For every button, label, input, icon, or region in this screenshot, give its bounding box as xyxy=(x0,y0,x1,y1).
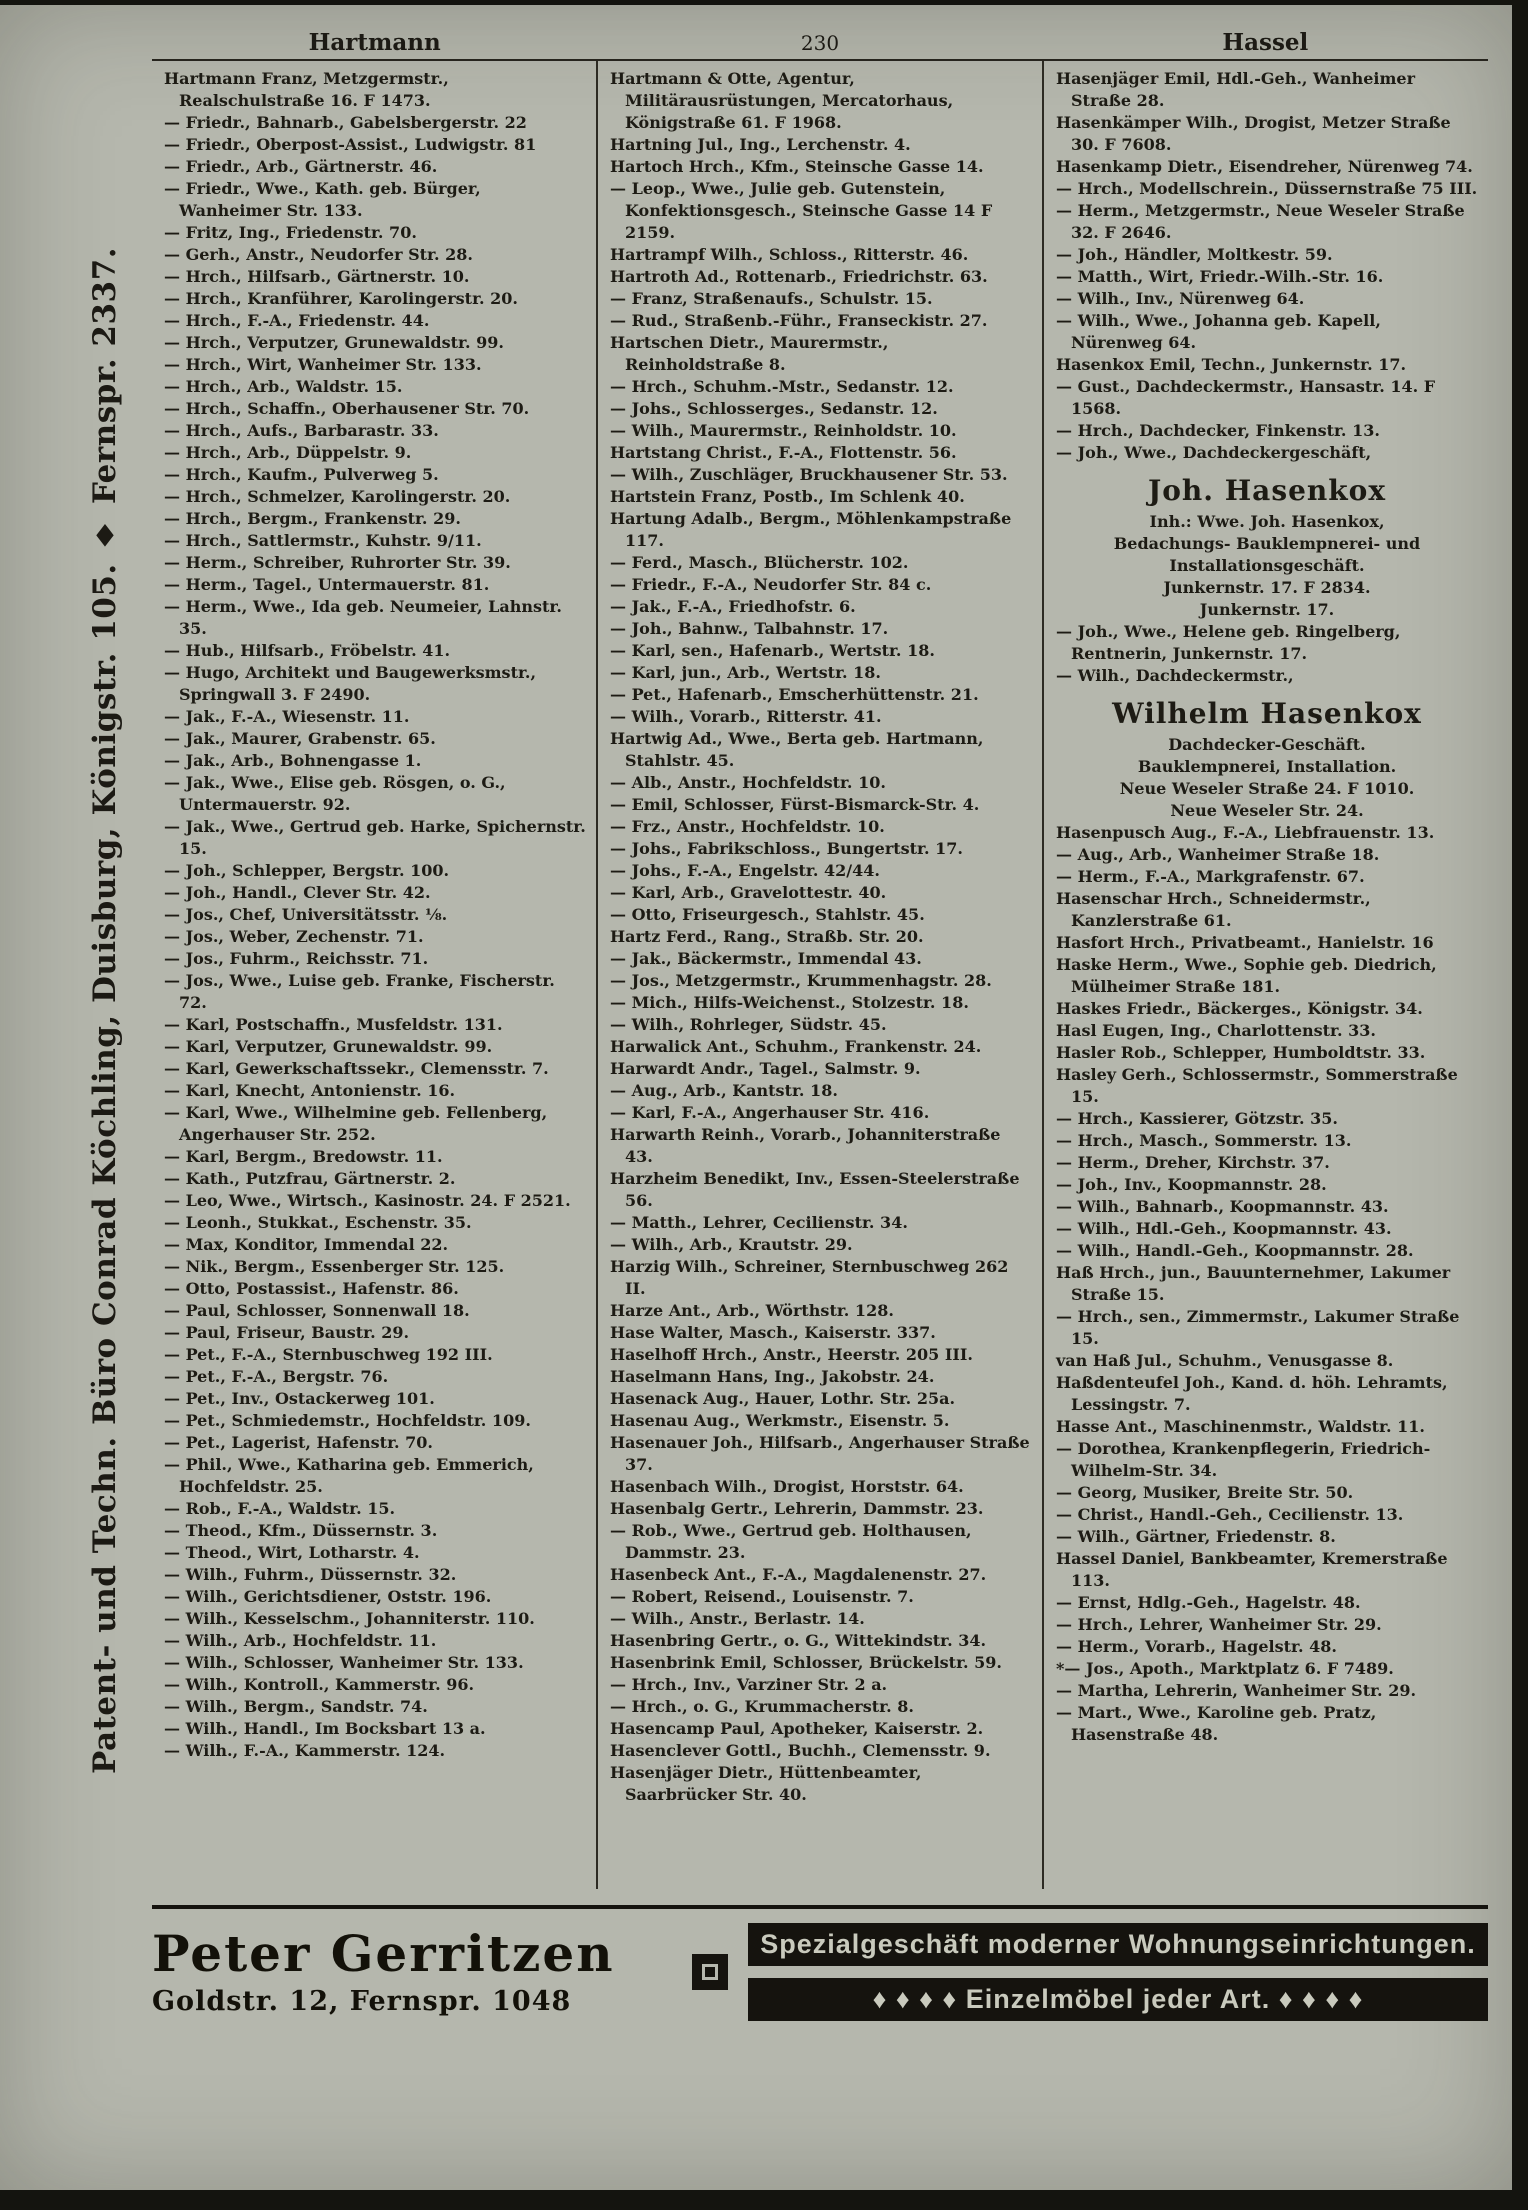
directory-entry: Hasenbeck Ant., F.-A., Magdalenenstr. 27. xyxy=(610,1565,987,1584)
directory-entry: — Joh., Händler, Moltkestr. 59. xyxy=(1056,245,1333,264)
directory-entry: Hasler Rob., Schlepper, Humboldtstr. 33. xyxy=(1056,1043,1426,1062)
page-header xyxy=(152,29,1488,61)
square-ornament-icon xyxy=(692,1954,728,1990)
directory-entry: — Johs., Schlosserges., Sedanstr. 12. xyxy=(610,399,938,418)
directory-entry: — Wilh., F.-A., Kammerstr. 124. xyxy=(164,1741,446,1760)
directory-entry: Hasenclever Gottl., Buchh., Clemensstr. 9. xyxy=(610,1741,991,1760)
guide-word-left: Hartmann xyxy=(308,29,441,56)
directory-entry: — Wilh., Maurermstr., Reinholdstr. 10. xyxy=(610,421,957,440)
directory-entry: Hase Walter, Masch., Kaiserstr. 337. xyxy=(610,1323,936,1342)
directory-entry: — Hrch., Arb., Waldstr. 15. xyxy=(164,377,403,396)
directory-entry: — Alb., Anstr., Hochfeldstr. 10. xyxy=(610,773,886,792)
directory-entry: Hartroth Ad., Rottenarb., Friedrichstr. 63. xyxy=(610,267,988,286)
directory-entry: — Nik., Bergm., Essenberger Str. 125. xyxy=(164,1257,505,1276)
directory-entry: — Ferd., Masch., Blücherstr. 102. xyxy=(610,553,909,572)
directory-entry: — Hrch., Inv., Varziner Str. 2 a. xyxy=(610,1675,888,1694)
directory-entry: Hasenbrink Emil, Schlosser, Brückelstr. 59. xyxy=(610,1653,1002,1672)
directory-entry: Haß Hrch., jun., Bauunternehmer, Lakumer Straße 15. xyxy=(1056,1263,1451,1304)
directory-entry: Hasenkamp Dietr., Eisendreher, Nürenweg 74. xyxy=(1056,157,1473,176)
directory-entry: — Friedr., Arb., Gärtnerstr. 46. xyxy=(164,157,438,176)
directory-entry: — Hrch., Modellschrein., Düssernstraße 75 III. xyxy=(1056,179,1478,198)
directory-entry: — Karl, Gewerkschaftssekr., Clemensstr. 7. xyxy=(164,1059,549,1078)
directory-entry: — Jak., F.-A., Wiesenstr. 11. xyxy=(164,707,410,726)
directory-entry: — Jak., Wwe., Gertrud geb. Harke, Spichernstr. 15. xyxy=(164,817,586,858)
directory-entry: — Frz., Anstr., Hochfeldstr. 10. xyxy=(610,817,885,836)
directory-entry: — Karl, Verputzer, Grunewaldstr. 99. xyxy=(164,1037,493,1056)
directory-entry: — Rob., F.-A., Waldstr. 15. xyxy=(164,1499,396,1518)
directory-entry: — Theod., Kfm., Düssernstr. 3. xyxy=(164,1521,438,1540)
directory-entry: Hassel Daniel, Bankbeamter, Kremerstraße 113. xyxy=(1056,1549,1448,1590)
directory-entry: — Joh., Schlepper, Bergstr. 100. xyxy=(164,861,450,880)
directory-entry: — Max, Konditor, Immendal 22. xyxy=(164,1235,449,1254)
directory-entry: Hasenauer Joh., Hilfsarb., Angerhauser Straße 37. xyxy=(610,1433,1030,1474)
directory-entry: — Hugo, Architekt und Baugewerksmstr., Springwall 3. F 2490. xyxy=(164,663,537,704)
directory-entry: — Jos., Metzgermstr., Krummenhagstr. 28. xyxy=(610,971,992,990)
directory-entry: — Wilh., Bahnarb., Koopmannstr. 43. xyxy=(1056,1197,1389,1216)
directory-entry: Hartmann & Otte, Agentur, Militärausrüstungen, Mercatorhaus, Königstraße 61. F 1968. xyxy=(610,69,954,132)
directory-entry: — Wilh., Dachdeckermstr., xyxy=(1056,666,1294,685)
directory-entry: — Ernst, Hdlg.-Geh., Hagelstr. 48. xyxy=(1056,1593,1361,1612)
directory-entry: — Wilh., Arb., Hochfeldstr. 11. xyxy=(164,1631,437,1650)
square-ornament-inner xyxy=(702,1964,718,1980)
directory-columns xyxy=(152,61,1488,1889)
directory-entry: Hartrampf Wilh., Schloss., Ritterstr. 46. xyxy=(610,245,969,264)
directory-entry: — Wilh., Kontroll., Kammerstr. 96. xyxy=(164,1675,475,1694)
directory-entry: Haske Herm., Wwe., Sophie geb. Diedrich, Mülheimer Straße 181. xyxy=(1056,955,1437,996)
directory-entry: — Martha, Lehrerin, Wanheimer Str. 29. xyxy=(1056,1681,1417,1700)
directory-entry: Harwalick Ant., Schuhm., Frankenstr. 24. xyxy=(610,1037,982,1056)
directory-entry: — Herm., Schreiber, Ruhrorter Str. 39. xyxy=(164,553,511,572)
directory-entry: — Wilh., Hdl.-Geh., Koopmannstr. 43. xyxy=(1056,1219,1392,1238)
directory-entry: — Hrch., Dachdecker, Finkenstr. 13. xyxy=(1056,421,1380,440)
directory-entry: Hartstang Christ., F.-A., Flottenstr. 56. xyxy=(610,443,957,462)
directory-entry: — Pet., Schmiedemstr., Hochfeldstr. 109. xyxy=(164,1411,531,1430)
directory-entry: Hasenbring Gertr., o. G., Wittekindstr. 34. xyxy=(610,1631,987,1650)
directory-column-2 xyxy=(596,61,1042,1889)
directory-entry: — Wilh., Inv., Nürenweg 64. xyxy=(1056,289,1305,308)
directory-entry: — Otto, Postassist., Hafenstr. 86. xyxy=(164,1279,459,1298)
directory-entry: Hasencamp Paul, Apotheker, Kaiserstr. 2. xyxy=(610,1719,984,1738)
directory-entry: Harwarth Reinh., Vorarb., Johanniterstraße 43. xyxy=(610,1125,1001,1166)
directory-entry: — Hrch., F.-A., Friedenstr. 44. xyxy=(164,311,430,330)
directory-entry: Hasfort Hrch., Privatbeamt., Hanielstr. 16 xyxy=(1056,933,1434,952)
directory-entry: Hasenkämper Wilh., Drogist, Metzer Straße 30. F 7608. xyxy=(1056,113,1451,154)
directory-entry: — Hrch., Kassierer, Götzstr. 35. xyxy=(1056,1109,1338,1128)
directory-entry: Hasl Eugen, Ing., Charlottenstr. 33. xyxy=(1056,1021,1376,1040)
directory-entry: — Hrch., Schuhm.-Mstr., Sedanstr. 12. xyxy=(610,377,954,396)
directory-entry: — Wilh., Gerichtsdiener, Oststr. 196. xyxy=(164,1587,492,1606)
directory-entry: — Johs., F.-A., Engelstr. 42/44. xyxy=(610,861,880,880)
directory-entry: — Karl, Wwe., Wilhelmine geb. Fellenberg, Angerhauser Str. 252. xyxy=(164,1103,548,1144)
directory-entry: — Jos., Chef, Universitätsstr. ⅛. xyxy=(164,905,448,924)
directory-entry: — Hrch., sen., Zimmermstr., Lakumer Straße 15. xyxy=(1056,1307,1460,1348)
directory-entry: Junkernstr. 17. xyxy=(1199,600,1335,619)
directory-entry: — Joh., Wwe., Helene geb. Ringelberg, Rentnerin, Junkernstr. 17. xyxy=(1056,622,1401,663)
directory-entry: Inh.: Wwe. Joh. Hasenkox, xyxy=(1149,512,1385,531)
directory-entry: Joh. Hasenkox xyxy=(1147,474,1387,507)
directory-entry: Hasenjäger Emil, Hdl.-Geh., Wanheimer Straße 28. xyxy=(1056,69,1416,110)
directory-entry: — Herm., Wwe., Ida geb. Neumeier, Lahnstr. 35. xyxy=(164,597,562,638)
directory-entry: Hasley Gerh., Schlossermstr., Sommerstraße 15. xyxy=(1056,1065,1458,1106)
directory-entry: — Rob., Wwe., Gertrud geb. Holthausen, Dammstr. 23. xyxy=(610,1521,972,1562)
directory-entry: — Emil, Schlosser, Fürst-Bismarck-Str. 4. xyxy=(610,795,980,814)
directory-entry: — Leop., Wwe., Julie geb. Gutenstein, Konfektionsgesch., Steinsche Gasse 14 F 2159. xyxy=(610,179,993,242)
directory-entry: — Pet., Lagerist, Hafenstr. 70. xyxy=(164,1433,433,1452)
advertiser-name: Peter Gerritzen xyxy=(152,1923,615,1983)
directory-entry: — Jos., Wwe., Luise geb. Franke, Fischerstr. 72. xyxy=(164,971,555,1012)
directory-entry: Haskes Friedr., Bäckerges., Königstr. 34. xyxy=(1056,999,1423,1018)
directory-entry: Hartoch Hrch., Kfm., Steinsche Gasse 14. xyxy=(610,157,984,176)
directory-entry: — Wilh., Handl.-Geh., Koopmannstr. 28. xyxy=(1056,1241,1414,1260)
directory-entry: — Karl, Arb., Gravelottestr. 40. xyxy=(610,883,887,902)
directory-column-1 xyxy=(152,61,596,1889)
directory-entry: — Hrch., Lehrer, Wanheimer Str. 29. xyxy=(1056,1615,1382,1634)
directory-entry: Hartning Jul., Ing., Lerchenstr. 4. xyxy=(610,135,911,154)
directory-entry: — Hub., Hilfsarb., Fröbelstr. 41. xyxy=(164,641,451,660)
directory-entry: — Wilh., Vorarb., Ritterstr. 41. xyxy=(610,707,882,726)
directory-entry: — Rud., Straßenb.-Führ., Franseckistr. 27. xyxy=(610,311,988,330)
directory-entry: — Karl, Postschaffn., Musfeldstr. 131. xyxy=(164,1015,503,1034)
directory-entry: Hasenschar Hrch., Schneidermstr., Kanzlerstraße 61. xyxy=(1056,889,1371,930)
side-advertisement xyxy=(66,45,144,1975)
directory-entry: — Jak., F.-A., Friedhofstr. 6. xyxy=(610,597,856,616)
directory-entry: — Pet., Hafenarb., Emscherhüttenstr. 21. xyxy=(610,685,979,704)
directory-entry: — Herm., Metzgermstr., Neue Weseler Straße 32. F 2646. xyxy=(1056,201,1465,242)
directory-entry: Neue Weseler Straße 24. F 1010. xyxy=(1119,779,1415,798)
directory-entry: — Franz, Straßenaufs., Schulstr. 15. xyxy=(610,289,933,308)
directory-entry: Hasenkox Emil, Techn., Junkernstr. 17. xyxy=(1056,355,1407,374)
directory-entry: — Hrch., Schaffn., Oberhausener Str. 70. xyxy=(164,399,530,418)
directory-entry: — Mich., Hilfs-Weichenst., Stolzestr. 18. xyxy=(610,993,969,1012)
directory-entry: — Hrch., Hilfsarb., Gärtnerstr. 10. xyxy=(164,267,470,286)
ad-slogan-line-1: Spezialgeschäft moderner Wohnungseinrichtungen. xyxy=(748,1923,1488,1966)
directory-entry: Haselmann Hans, Ing., Jakobstr. 24. xyxy=(610,1367,935,1386)
directory-entry: — Hrch., Sattlermstr., Kuhstr. 9/11. xyxy=(164,531,482,550)
directory-entry: — Kath., Putzfrau, Gärtnerstr. 2. xyxy=(164,1169,456,1188)
directory-entry: Harzheim Benedikt, Inv., Essen-Steelerstraße 56. xyxy=(610,1169,1020,1210)
directory-entry: — Karl, F.-A., Angerhauser Str. 416. xyxy=(610,1103,930,1122)
advertiser-address: Goldstr. 12, Fernspr. 1048 xyxy=(152,1985,572,2017)
directory-entry: — Hrch., o. G., Krummacherstr. 8. xyxy=(610,1697,914,1716)
guide-word-right: Hassel xyxy=(1222,29,1309,56)
directory-entry: — Joh., Bahnw., Talbahnstr. 17. xyxy=(610,619,889,638)
directory-entry: Bedachungs- Bauklempnerei- und xyxy=(1113,534,1421,553)
directory-entry: — Friedr., F.-A., Neudorfer Str. 84 c. xyxy=(610,575,932,594)
directory-entry: Hartmann Franz, Metzgermstr., Realschulstraße 16. F 1473. xyxy=(164,69,449,110)
directory-entry: Hartz Ferd., Rang., Straßb. Str. 20. xyxy=(610,927,924,946)
directory-entry: — Hrch., Masch., Sommerstr. 13. xyxy=(1056,1131,1352,1150)
directory-entry: Harzig Wilh., Schreiner, Sternbuschweg 262 II. xyxy=(610,1257,1009,1298)
directory-entry: — Hrch., Kranführer, Karolingerstr. 20. xyxy=(164,289,518,308)
directory-column-3 xyxy=(1042,61,1488,1889)
directory-entry: — Wilh., Handl., Im Bocksbart 13 a. xyxy=(164,1719,486,1738)
directory-entry: Hartschen Dietr., Maurermstr., Reinholdstraße 8. xyxy=(610,333,889,374)
directory-entry: — Karl, jun., Arb., Wertstr. 18. xyxy=(610,663,881,682)
directory-entry: — Wilh., Anstr., Berlastr. 14. xyxy=(610,1609,865,1628)
bottom-advertisement xyxy=(152,1905,1488,2021)
page-content xyxy=(152,29,1488,2021)
directory-entry: Hartwig Ad., Wwe., Berta geb. Hartmann, Stahlstr. 45. xyxy=(610,729,984,770)
directory-entry: — Wilh., Schlosser, Wanheimer Str. 133. xyxy=(164,1653,524,1672)
directory-entry: — Pet., F.-A., Sternbuschweg 192 III. xyxy=(164,1345,493,1364)
directory-entry: Junkernstr. 17. F 2834. xyxy=(1163,578,1371,597)
side-advertisement-text: Patent- und Techn. Büro Conrad Köchling, Duisburg, Königstr. 105. ♦ Fernspr. 2337. xyxy=(87,246,123,1774)
directory-entry: — Wilh., Kesselschm., Johanniterstr. 110. xyxy=(164,1609,535,1628)
directory-entry: — Friedr., Bahnarb., Gabelsbergerstr. 22 xyxy=(164,113,527,132)
directory-entry: — Jak., Maurer, Grabenstr. 65. xyxy=(164,729,436,748)
directory-entry: — Hrch., Schmelzer, Karolingerstr. 20. xyxy=(164,487,511,506)
directory-entry: Hasenpusch Aug., F.-A., Liebfrauenstr. 13. xyxy=(1056,823,1435,842)
directory-entry: — Jak., Bäckermstr., Immendal 43. xyxy=(610,949,922,968)
directory-entry: Installationsgeschäft. xyxy=(1169,556,1365,575)
directory-entry: — Georg, Musiker, Breite Str. 50. xyxy=(1056,1483,1354,1502)
directory-entry: van Haß Jul., Schuhm., Venusgasse 8. xyxy=(1056,1351,1394,1370)
directory-entry: — Wilh., Rohrleger, Südstr. 45. xyxy=(610,1015,887,1034)
directory-entry: Hartung Adalb., Bergm., Möhlenkampstraße 117. xyxy=(610,509,1012,550)
directory-entry: — Jak., Wwe., Elise geb. Rösgen, o. G., Untermauerstr. 92. xyxy=(164,773,506,814)
directory-entry: Hasenjäger Dietr., Hüttenbeamter, Saarbrücker Str. 40. xyxy=(610,1763,922,1804)
directory-entry: — Paul, Schlosser, Sonnenwall 18. xyxy=(164,1301,470,1320)
directory-entry: Bauklempnerei, Installation. xyxy=(1137,757,1397,776)
directory-entry: — Johs., Fabrikschloss., Bungertstr. 17. xyxy=(610,839,963,858)
directory-entry: — Paul, Friseur, Baustr. 29. xyxy=(164,1323,410,1342)
directory-entry: — Phil., Wwe., Katharina geb. Emmerich, Hochfeldstr. 25. xyxy=(164,1455,534,1496)
directory-entry: — Karl, Bergm., Bredowstr. 11. xyxy=(164,1147,443,1166)
directory-entry: Hasse Ant., Maschinenmstr., Waldstr. 11. xyxy=(1056,1417,1425,1436)
directory-entry: — Wilh., Zuschläger, Bruckhausener Str. 53. xyxy=(610,465,1008,484)
directory-entry: — Gust., Dachdeckermstr., Hansastr. 14. F 1568. xyxy=(1056,377,1436,418)
directory-entry: Hasenau Aug., Werkmstr., Eisenstr. 5. xyxy=(610,1411,950,1430)
directory-entry: Haßdenteufel Joh., Kand. d. höh. Lehramts, Lessingstr. 7. xyxy=(1056,1373,1448,1414)
directory-entry: — Wilh., Bergm., Sandstr. 74. xyxy=(164,1697,428,1716)
directory-entry: Haselhoff Hrch., Anstr., Heerstr. 205 III. xyxy=(610,1345,973,1364)
directory-entry: — Hrch., Wirt, Wanheimer Str. 133. xyxy=(164,355,482,374)
directory-entry: — Pet., Inv., Ostackerweg 101. xyxy=(164,1389,435,1408)
directory-entry: — Jak., Arb., Bohnengasse 1. xyxy=(164,751,422,770)
directory-entry: Harze Ant., Arb., Wörthstr. 128. xyxy=(610,1301,894,1320)
directory-entry: — Pet., F.-A., Bergstr. 76. xyxy=(164,1367,389,1386)
directory-entry: — Karl, Knecht, Antonienstr. 16. xyxy=(164,1081,456,1100)
directory-entry: — Aug., Arb., Wanheimer Straße 18. xyxy=(1056,845,1380,864)
directory-entry: — Joh., Inv., Koopmannstr. 28. xyxy=(1056,1175,1327,1194)
directory-entry: Dachdecker-Geschäft. xyxy=(1168,735,1366,754)
directory-entry: — Hrch., Arb., Düppelstr. 9. xyxy=(164,443,412,462)
directory-entry: — Friedr., Wwe., Kath. geb. Bürger, Wanheimer Str. 133. xyxy=(164,179,481,220)
directory-entry: — Wilh., Gärtner, Friedenstr. 8. xyxy=(1056,1527,1336,1546)
directory-entry: — Wilh., Fuhrm., Düssernstr. 32. xyxy=(164,1565,457,1584)
directory-entry: — Dorothea, Krankenpflegerin, Friedrich-Wilhelm-Str. 34. xyxy=(1056,1439,1431,1480)
directory-entry: — Mart., Wwe., Karoline geb. Pratz, Hasenstraße 48. xyxy=(1056,1703,1377,1744)
directory-entry: Hasenack Aug., Hauer, Lothr. Str. 25a. xyxy=(610,1389,956,1408)
directory-entry: — Herm., F.-A., Markgrafenstr. 67. xyxy=(1056,867,1365,886)
directory-entry: — Leonh., Stukkat., Eschenstr. 35. xyxy=(164,1213,472,1232)
directory-entry: — Joh., Wwe., Dachdeckergeschäft, xyxy=(1056,443,1372,462)
directory-entry: — Joh., Handl., Clever Str. 42. xyxy=(164,883,431,902)
directory-entry: — Robert, Reisend., Louisenstr. 7. xyxy=(610,1587,914,1606)
directory-entry: — Otto, Friseurgesch., Stahlstr. 45. xyxy=(610,905,925,924)
directory-entry: *— Jos., Apoth., Marktplatz 6. F 7489. xyxy=(1056,1659,1394,1678)
directory-entry: — Herm., Vorarb., Hagelstr. 48. xyxy=(1056,1637,1337,1656)
directory-entry: — Wilh., Wwe., Johanna geb. Kapell, Nürenweg 64. xyxy=(1056,311,1381,352)
scanned-page xyxy=(0,5,1512,2190)
directory-entry: — Theod., Wirt, Lotharstr. 4. xyxy=(164,1543,420,1562)
directory-entry: — Hrch., Verputzer, Grunewaldstr. 99. xyxy=(164,333,504,352)
ad-slogan-line-2: ♦ ♦ ♦ ♦ Einzelmöbel jeder Art. ♦ ♦ ♦ ♦ xyxy=(748,1978,1488,2021)
directory-entry: — Aug., Arb., Kantstr. 18. xyxy=(610,1081,838,1100)
advertisement-slogans xyxy=(748,1923,1488,2021)
directory-entry: — Jos., Fuhrm., Reichsstr. 71. xyxy=(164,949,429,968)
directory-entry: — Christ., Handl.-Geh., Cecilienstr. 13. xyxy=(1056,1505,1404,1524)
directory-entry: — Hrch., Aufs., Barbarastr. 33. xyxy=(164,421,439,440)
page-number: 230 xyxy=(800,31,840,55)
directory-entry: — Fritz, Ing., Friedenstr. 70. xyxy=(164,223,417,242)
directory-entry: Neue Weseler Str. 24. xyxy=(1170,801,1364,820)
directory-entry: — Gerh., Anstr., Neudorfer Str. 28. xyxy=(164,245,473,264)
directory-entry: — Herm., Dreher, Kirchstr. 37. xyxy=(1056,1153,1330,1172)
directory-entry: — Friedr., Oberpost-Assist., Ludwigstr. 81 xyxy=(164,135,537,154)
directory-entry: — Hrch., Bergm., Frankenstr. 29. xyxy=(164,509,461,528)
directory-entry: Wilhelm Hasenkox xyxy=(1112,697,1422,730)
directory-entry: Hasenbach Wilh., Drogist, Horststr. 64. xyxy=(610,1477,964,1496)
directory-entry: — Leo, Wwe., Wirtsch., Kasinostr. 24. F 2521. xyxy=(164,1191,571,1210)
directory-entry: — Matth., Wirt, Friedr.-Wilh.-Str. 16. xyxy=(1056,267,1384,286)
advertiser-block xyxy=(152,1923,672,2017)
directory-entry: Harwardt Andr., Tagel., Salmstr. 9. xyxy=(610,1059,921,1078)
directory-entry: — Hrch., Kaufm., Pulverweg 5. xyxy=(164,465,439,484)
directory-entry: — Jos., Weber, Zechenstr. 71. xyxy=(164,927,424,946)
directory-entry: — Wilh., Arb., Krautstr. 29. xyxy=(610,1235,853,1254)
directory-entry: Hartstein Franz, Postb., Im Schlenk 40. xyxy=(610,487,965,506)
directory-entry: — Herm., Tagel., Untermauerstr. 81. xyxy=(164,575,490,594)
directory-entry: Hasenbalg Gertr., Lehrerin, Dammstr. 23. xyxy=(610,1499,984,1518)
directory-entry: — Matth., Lehrer, Cecilienstr. 34. xyxy=(610,1213,908,1232)
directory-entry: — Karl, sen., Hafenarb., Wertstr. 18. xyxy=(610,641,935,660)
